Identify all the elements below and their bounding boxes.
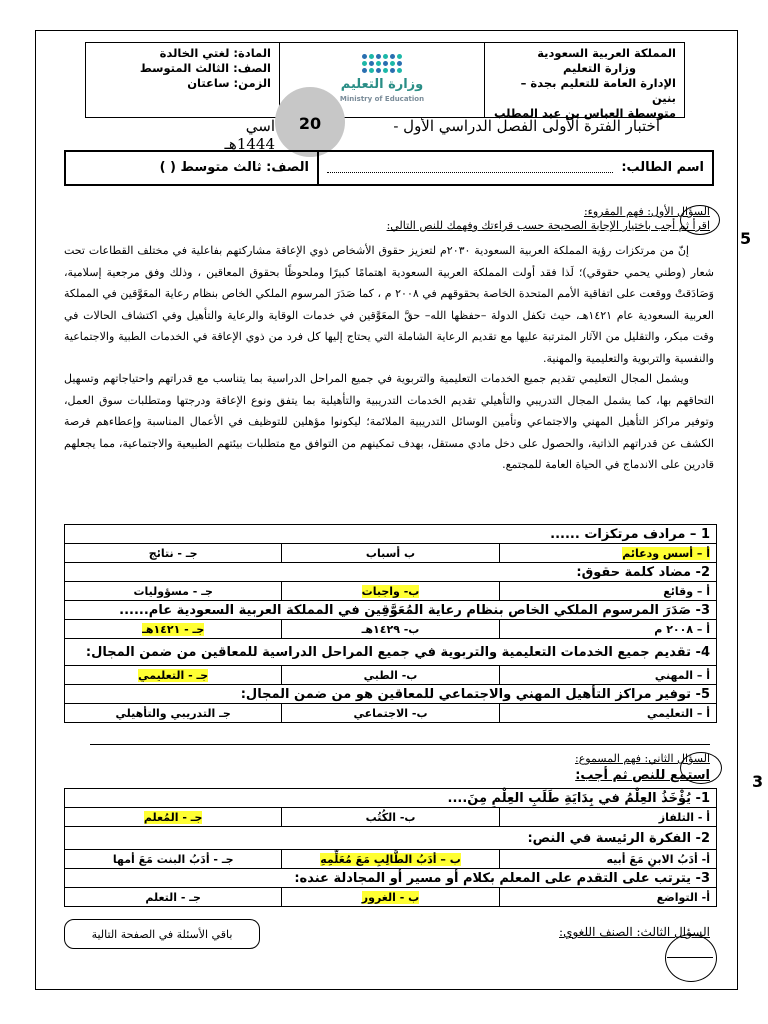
option-label: جـ - التعليمي [138, 668, 209, 682]
answer-option[interactable] [282, 850, 499, 869]
next-page-note-text: باقي الأسئلة في الصفحة التالية [91, 927, 233, 941]
answer-option[interactable] [282, 666, 499, 685]
student-name-cell [317, 152, 712, 184]
mark-circle [680, 752, 722, 784]
option-label: أ - التلفاز [658, 810, 710, 824]
header-line: المملكة العربية السعودية [537, 46, 676, 60]
option-label: جـ - التعلم [145, 890, 201, 904]
answer-option[interactable] [499, 808, 716, 827]
exam-title-year: اسي 1444هـ [224, 117, 275, 153]
option-label: أ – وقائع [663, 584, 710, 598]
answer-option[interactable] [65, 850, 282, 869]
answer-option[interactable] [65, 704, 282, 723]
q1-instruction: اقرأ ثم أجب باختيار الإجابة الصحيحة حسب قراءتك وفهمك للنص التالي: [386, 219, 710, 232]
q1-mcq-table [64, 524, 717, 723]
passage-paragraph: ويشمل المجال التعليمي تقديم جميع الخدمات التعليمية والتربوية في جميع المراحل الدراسية بما يتناسب مع قدراتهم واحتياجاتهم وتسهيل التحاقهم بها، كما يشمل المجال التدريبي والتأهيلي تقديم الخدمات التدريبية والتأهيلية بما يتفق ونوع الإعاقة ودرجتها ومتطلبات سوق العمل، وتوفير مراكز التأهيل المهني والاجتماعي وتأمين الوسائل التدريبية الملائمة؛ ليكونوا مؤهلين للتوظيف في الأعمال المناسبة وإعطاءهم فرصة الكشف عن قدراتهم الذاتية، والحصول على دخل مادي مستقل، بهدف تمكينهم من التوافق مع متطلبات بيئتهم الطبيعية والاجتماعية، مما يجعلهم قادرين على الاندماج في الحياة العامة للمجتمع. [64, 372, 714, 471]
option-label: ب - الغرور [361, 890, 420, 904]
exam-header [85, 42, 685, 118]
option-label: ب- الكُتُب [365, 810, 416, 824]
header-line: متوسطة العباس بن عبد المطلب [493, 106, 676, 120]
q3-heading: السؤال الثالث: الصنف اللغوي: [559, 925, 710, 939]
answer-option[interactable] [65, 666, 282, 685]
answer-option[interactable] [499, 850, 716, 869]
next-page-note [64, 919, 260, 949]
answer-option[interactable] [499, 888, 716, 907]
answer-option[interactable] [499, 544, 716, 563]
exam-title: اختبار الفترة الأولى الفصل الدراسي الأول - [393, 117, 660, 135]
answer-option[interactable] [282, 620, 499, 639]
student-name-field[interactable] [327, 160, 613, 173]
option-label: أ – ٢٠٠٨ م [654, 622, 710, 636]
answer-option[interactable] [499, 666, 716, 685]
logo-text-en: Ministry of Education [339, 94, 425, 103]
answer-option[interactable] [282, 808, 499, 827]
mark-divider [667, 957, 713, 958]
q2-mark: 3 [752, 772, 764, 791]
q2-mcq-table [64, 788, 717, 907]
logo-dots-icon [362, 54, 402, 73]
answer-option[interactable] [282, 544, 499, 563]
question-text: 3- يترتب على التقدم على المعلم بكلام أو مسير أو المجادلة عنده: [65, 869, 717, 888]
student-info-box [64, 150, 714, 186]
option-label: ب- ١٤٢٩هـ [361, 622, 420, 636]
question-text: 1 – مرادف مرتكزات ...... [65, 525, 717, 544]
question-text: 5- توفير مراكز التأهيل المهني والاجتماعي للمعاقين هو من ضمن المجال: [65, 685, 717, 704]
header-line: الزمن: ساعتان [187, 76, 271, 90]
question-text: 2- الفكرة الرئيسة في النص: [65, 827, 717, 850]
mark-circle [680, 205, 720, 235]
answer-option[interactable] [499, 704, 716, 723]
q2-instruction: استمع للنص ثم أجب: [575, 768, 710, 783]
header-line: المادة: لغتي الخالدة [159, 46, 271, 60]
answer-option[interactable] [282, 704, 499, 723]
q1-heading: السؤال الأول: فهم المقروء: [583, 205, 710, 218]
option-label: ب- واجبات [361, 584, 420, 598]
section-divider [90, 744, 710, 745]
option-label: ب- الطبي [363, 668, 418, 682]
option-label: جـ - نتائج [148, 546, 198, 560]
answer-option[interactable] [65, 808, 282, 827]
answer-option[interactable] [499, 620, 716, 639]
option-label: أ- أدَبُ الابنِ مَعَ أبيه [606, 852, 710, 866]
option-label: ب- الاجتماعي [353, 706, 428, 720]
answer-option[interactable] [499, 582, 716, 601]
option-label: جـ - المُعلم [143, 810, 203, 824]
answer-option[interactable] [65, 888, 282, 907]
answer-option[interactable] [65, 620, 282, 639]
school-info [484, 43, 684, 120]
header-line: وزارة التعليم [563, 61, 636, 75]
q1-mark: 5 [740, 229, 752, 248]
header-line: الصف: الثالث المتوسط [139, 61, 271, 75]
question-text: 4- تقديم جميع الخدمات التعليمية والتربوية في جميع المراحل الدراسية للمعاقين من ضمن المجال: [65, 639, 717, 666]
class-cell [66, 152, 317, 184]
header-line: الإدارة العامة للتعليم بجدة – بنين [520, 76, 676, 105]
question-text: 2- مضاد كلمة حقوق: [65, 563, 717, 582]
option-label: جـ - ١٤٢١هـ [142, 622, 205, 636]
q2-heading: السؤال الثاني: فهم المسموع: [575, 752, 710, 765]
option-label: أ – التعليمي [646, 706, 710, 720]
option-label: ب – أدَبُ الطَّالِبِ مَعَ مُعَلِّمِهِ [320, 852, 461, 866]
question-text: 1- يُؤْخَذُ العِلْمُ في بِدَايَةِ طَلَبِ العِلْمِ مِنَ.... [65, 789, 717, 808]
answer-option[interactable] [65, 544, 282, 563]
answer-option[interactable] [65, 582, 282, 601]
option-label: جـ التدريبي والتأهيلي [115, 706, 231, 720]
answer-option[interactable] [282, 582, 499, 601]
option-label: أ- التواضع [656, 890, 710, 904]
option-label: أ – المهني [654, 668, 710, 682]
option-label: ب أسباب [365, 546, 416, 560]
class-label: الصف: ثالث متوسط ( ) [159, 160, 309, 175]
option-label: جـ - مسؤوليات [133, 584, 213, 598]
logo-text-ar: وزارة التعليم [340, 76, 424, 92]
student-name-label: اسم الطالب: [621, 160, 704, 175]
answer-option[interactable] [282, 888, 499, 907]
option-label: جـ - أدَبُ البنت مَعَ أمها [112, 852, 234, 866]
option-label: أ – أسس ودعائم [622, 546, 710, 560]
passage-paragraph: إنّ من مرتكزات رؤية المملكة العربية السعودية ٢٠٣٠م لتعزيز حقوق الأشخاص ذوي الإعاقة مشاركتهم بفاعلية في مختلف القطاعات تحت شعار (وطني يحمي حقوقي)؛ لَذا فقد أولت المملكة العربية السعودية اهتمامًا كبيرًا وملحوظًا بحقوق المعاقين ، وذلك وفق مرجعية إسلامية، وَصَادَقتْ ووقعت على اتفاقية الأمم المتحدة الخاصة بحقوقهم في ٢٠٠٨ م ، كما صَدَرَ المرسوم الملكي الخاص بنظام رعاية المعَوَّقين في المملكة العربية السعودية عام ١٤٢١هـ، حيث تكفل الدولة –حفظها الله– حقَّ المعَوَّقين في خدمات الوقاية والرعاية والتأهيل وفي اكتشاف الحالات في وقت مبكر، والتقليل من الآثار المترتبة عليها مع تقديم الرعاية الشاملة التي يحتاج إليها كل فرد من ذوي الإعاقة في الخدمات الطبية والاجتماعية والنفسية والتربوية والتعليمية والمهنية. [64, 244, 714, 365]
score-value: 20 [298, 114, 322, 133]
subject-info [86, 43, 279, 117]
question-text: 3- صَدَرَ المرسوم الملكي الخاص بنظام رعاية المُعَوَّقِين في المملكة العربية السعودية عام...... [65, 601, 717, 620]
mark-circle [665, 934, 717, 982]
